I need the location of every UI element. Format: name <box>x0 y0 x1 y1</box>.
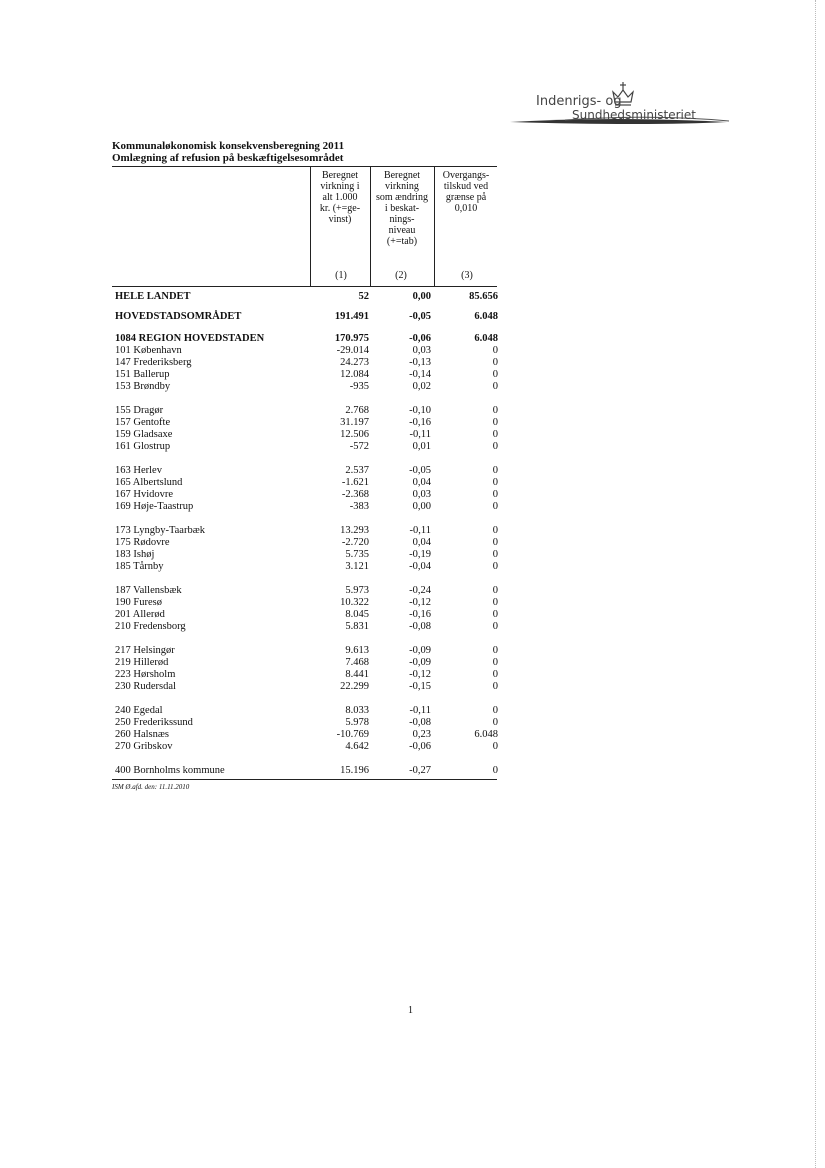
row-municipality-name: 163 Herlev <box>115 465 162 476</box>
logo-line-2: Sundhedsministeriet <box>572 108 696 122</box>
row-value-col1: 2.537 <box>345 465 369 476</box>
row-municipality-name: 223 Hørsholm <box>115 669 176 680</box>
row-value-col3: 0 <box>492 405 498 416</box>
row-value-col2: -0,16 <box>409 609 431 620</box>
row-value-col2: -0,11 <box>409 429 431 440</box>
row-value-col1: 8.441 <box>345 669 369 680</box>
row-value-col2: -0,09 <box>409 657 431 668</box>
row-value-col1: 5.831 <box>345 621 369 632</box>
row-value-col1: 12.506 <box>340 429 369 440</box>
row-value-col2: -0,16 <box>409 417 431 428</box>
row-value-col1: -29.014 <box>336 345 369 356</box>
row-value-col2: 0,03 <box>412 489 431 500</box>
row-municipality-name: HOVEDSTADSOMRÅDET <box>115 311 242 322</box>
column-number-1: (1) <box>335 270 347 281</box>
row-value-col2: -0,09 <box>409 645 431 656</box>
row-value-col2: -0,19 <box>409 549 431 560</box>
row-value-col3: 0 <box>492 489 498 500</box>
row-value-col1: 2.768 <box>345 405 369 416</box>
row-municipality-name: 173 Lyngby-Taarbæk <box>115 525 205 536</box>
row-value-col1: 5.735 <box>345 549 369 560</box>
row-municipality-name: 155 Dragør <box>115 405 164 416</box>
row-municipality-name: 167 Hvidovre <box>115 489 174 500</box>
row-value-col2: -0,12 <box>409 669 431 680</box>
row-municipality-name: 240 Egedal <box>115 705 163 716</box>
row-value-col2: 0,04 <box>412 537 431 548</box>
row-value-col1: -1.621 <box>341 477 369 488</box>
row-value-col1: 24.273 <box>340 357 369 368</box>
table-top-rule <box>112 166 497 167</box>
row-value-col3: 0 <box>492 645 498 656</box>
row-value-col3: 0 <box>492 597 498 608</box>
row-value-col2: -0,27 <box>409 765 431 776</box>
row-value-col3: 0 <box>492 741 498 752</box>
row-municipality-name: 210 Fredensborg <box>115 621 186 632</box>
row-value-col3: 0 <box>492 357 498 368</box>
row-value-col2: -0,24 <box>409 585 431 596</box>
row-value-col1: 31.197 <box>340 417 369 428</box>
row-municipality-name: 183 Ishøj <box>115 549 155 560</box>
row-value-col2: -0,13 <box>409 357 431 368</box>
row-value-col2: -0,04 <box>409 561 431 572</box>
row-value-col1: 5.973 <box>345 585 369 596</box>
row-value-col3: 0 <box>492 525 498 536</box>
document-subtitle: Omlægning af refusion på beskæftigelsesområdet <box>112 152 344 164</box>
row-municipality-name: 175 Rødovre <box>115 537 170 548</box>
row-value-col2: 0,00 <box>412 501 431 512</box>
row-value-col2: 0,02 <box>412 381 431 392</box>
row-municipality-name: 157 Gentofte <box>115 417 171 428</box>
column-header-1: Beregnet virkning i alt 1.000 kr. (+=ge- vinst) <box>319 170 361 225</box>
row-value-col2: 0,00 <box>412 291 431 302</box>
row-value-col2: -0,14 <box>409 369 431 380</box>
row-value-col3: 0 <box>492 705 498 716</box>
row-municipality-name: 161 Glostrup <box>115 441 171 452</box>
row-value-col1: 52 <box>358 291 369 302</box>
row-value-col3: 0 <box>492 465 498 476</box>
page-number: 1 <box>408 1005 413 1016</box>
row-municipality-name: 147 Frederiksberg <box>115 357 192 368</box>
column-header-2: Beregnet virkning som ændring i beskat- nings- niveau (+=tab) <box>376 170 428 247</box>
row-value-col1: -935 <box>349 381 369 392</box>
row-value-col3: 0 <box>492 681 498 692</box>
row-value-col1: 8.045 <box>345 609 369 620</box>
row-municipality-name: 190 Furesø <box>115 597 162 608</box>
row-value-col1: -383 <box>349 501 369 512</box>
row-value-col2: 0,03 <box>412 345 431 356</box>
row-municipality-name: 101 København <box>115 345 182 356</box>
row-value-col3: 85.656 <box>469 291 498 302</box>
row-value-col2: -0,08 <box>409 621 431 632</box>
ministry-logo <box>505 80 730 130</box>
row-value-col3: 0 <box>492 657 498 668</box>
row-value-col1: -572 <box>349 441 369 452</box>
row-value-col1: 9.613 <box>345 645 369 656</box>
column-number-3: (3) <box>461 270 473 281</box>
row-value-col3: 0 <box>492 549 498 560</box>
row-municipality-name: HELE LANDET <box>115 291 191 302</box>
row-value-col3: 0 <box>492 585 498 596</box>
row-value-col2: -0,10 <box>409 405 431 416</box>
row-value-col1: 8.033 <box>345 705 369 716</box>
row-municipality-name: 217 Helsingør <box>115 645 175 656</box>
row-value-col2: -0,11 <box>409 705 431 716</box>
row-value-col1: 3.121 <box>345 561 369 572</box>
row-value-col3: 0 <box>492 381 498 392</box>
row-municipality-name: 1084 REGION HOVEDSTADEN <box>115 333 265 344</box>
table-bottom-rule <box>112 779 497 780</box>
row-municipality-name: 270 Gribskov <box>115 741 173 752</box>
row-value-col1: 10.322 <box>340 597 369 608</box>
row-value-col3: 0 <box>492 345 498 356</box>
row-value-col1: 15.196 <box>340 765 369 776</box>
row-value-col1: 7.468 <box>345 657 369 668</box>
row-value-col3: 0 <box>492 765 498 776</box>
row-value-col3: 6.048 <box>474 333 498 344</box>
row-value-col1: 5.978 <box>345 717 369 728</box>
row-municipality-name: 169 Høje-Taastrup <box>115 501 194 512</box>
row-value-col3: 0 <box>492 621 498 632</box>
document-title: Kommunaløkonomisk konsekvensberegning 2011 <box>112 140 345 152</box>
row-municipality-name: 187 Vallensbæk <box>115 585 182 596</box>
row-municipality-name: 165 Albertslund <box>115 477 183 488</box>
row-value-col2: -0,12 <box>409 597 431 608</box>
row-municipality-name: 260 Halsnæs <box>115 729 169 740</box>
scan-edge <box>815 0 817 1168</box>
row-value-col2: -0,05 <box>409 311 431 322</box>
row-municipality-name: 201 Allerød <box>115 609 165 620</box>
row-value-col1: 12.084 <box>340 369 369 380</box>
row-value-col3: 0 <box>492 429 498 440</box>
row-value-col2: -0,06 <box>409 333 431 344</box>
row-value-col2: 0,23 <box>412 729 431 740</box>
row-value-col2: -0,11 <box>409 525 431 536</box>
row-value-col1: 4.642 <box>345 741 369 752</box>
row-value-col3: 0 <box>492 477 498 488</box>
column-header-3: Overgangs- tilskud ved grænse på 0,010 <box>442 170 490 214</box>
row-value-col2: -0,05 <box>409 465 431 476</box>
row-value-col2: 0,04 <box>412 477 431 488</box>
row-value-col2: 0,01 <box>412 441 431 452</box>
row-value-col1: -2.720 <box>341 537 369 548</box>
column-number-2: (2) <box>395 270 407 281</box>
row-value-col3: 0 <box>492 609 498 620</box>
row-municipality-name: 230 Rudersdal <box>115 681 176 692</box>
row-municipality-name: 400 Bornholms kommune <box>115 765 225 776</box>
row-value-col3: 0 <box>492 441 498 452</box>
row-value-col3: 6.048 <box>474 729 498 740</box>
row-value-col1: 170.975 <box>334 333 369 344</box>
row-municipality-name: 153 Brøndby <box>115 381 171 392</box>
row-value-col3: 0 <box>492 501 498 512</box>
row-value-col3: 0 <box>492 669 498 680</box>
row-municipality-name: 159 Gladsaxe <box>115 429 173 440</box>
row-value-col3: 6.048 <box>474 311 498 322</box>
row-value-col3: 0 <box>492 561 498 572</box>
row-value-col1: -10.769 <box>336 729 369 740</box>
row-municipality-name: 185 Tårnby <box>115 561 164 572</box>
row-value-col3: 0 <box>492 717 498 728</box>
row-value-col3: 0 <box>492 417 498 428</box>
row-value-col1: 22.299 <box>340 681 369 692</box>
row-value-col1: -2.368 <box>341 489 369 500</box>
row-municipality-name: 250 Frederikssund <box>115 717 193 728</box>
row-value-col2: -0,08 <box>409 717 431 728</box>
logo-line-1: Indenrigs- og <box>536 94 622 109</box>
source-note: ISM Ø.afd. den: 11.11.2010 <box>112 783 190 791</box>
row-value-col1: 191.491 <box>334 311 369 322</box>
row-value-col1: 13.293 <box>340 525 369 536</box>
row-municipality-name: 219 Hillerød <box>115 657 169 668</box>
row-value-col3: 0 <box>492 369 498 380</box>
row-municipality-name: 151 Ballerup <box>115 369 170 380</box>
row-value-col3: 0 <box>492 537 498 548</box>
header-bottom-rule <box>112 286 497 287</box>
row-value-col2: -0,06 <box>409 741 431 752</box>
row-value-col2: -0,15 <box>409 681 431 692</box>
